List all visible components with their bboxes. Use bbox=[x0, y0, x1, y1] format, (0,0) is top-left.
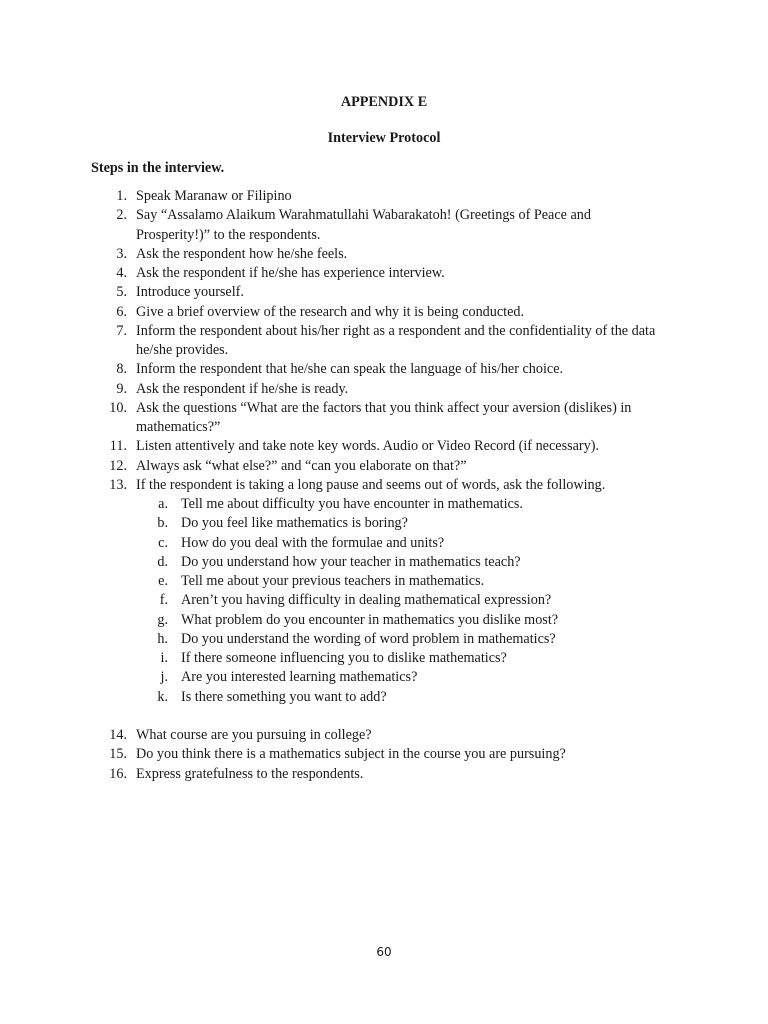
step-item bbox=[0, 726, 768, 745]
sub-question-letter: g. bbox=[157, 611, 168, 628]
sub-question-text: Do you understand how your teacher in mathematics teach? bbox=[181, 553, 521, 570]
step-item bbox=[0, 206, 768, 245]
sub-question-text: Tell me about difficulty you have encounter in mathematics. bbox=[181, 496, 523, 512]
sub-question-letter: j. bbox=[160, 669, 168, 686]
step-number: 9. bbox=[116, 380, 127, 397]
steps-heading: Steps in the interview. bbox=[91, 160, 225, 176]
step-number: 12. bbox=[109, 457, 127, 474]
sub-question-text: If there someone influencing you to dislike mathematics? bbox=[181, 650, 507, 666]
step-text: Ask the questions “What are the factors that you think affect your aversion (dislikes) in mathematics?” bbox=[136, 399, 632, 435]
sub-question-item bbox=[0, 630, 768, 649]
sub-question-item bbox=[0, 495, 768, 514]
sub-question-item bbox=[0, 572, 768, 591]
step-number: 11. bbox=[109, 438, 127, 455]
step-item bbox=[0, 283, 768, 302]
step-number: 5. bbox=[116, 284, 127, 301]
step-number: 1. bbox=[116, 188, 127, 204]
step-text: What course are you pursuing in college? bbox=[136, 727, 372, 743]
step-text: Ask the respondent if he/she has experience interview. bbox=[136, 265, 445, 281]
sub-question-item bbox=[0, 649, 768, 668]
sub-question-text: Tell me about your previous teachers in mathematics. bbox=[181, 573, 485, 589]
sub-question-letter: e. bbox=[158, 573, 168, 589]
step-text: Do you think there is a mathematics subject in the course you are pursuing? bbox=[136, 746, 566, 763]
step-number: 7. bbox=[116, 322, 127, 339]
step-number: 2. bbox=[116, 207, 127, 224]
sub-question-letter: d. bbox=[157, 553, 168, 570]
step-text: Express gratefulness to the respondents. bbox=[136, 765, 364, 782]
step-number: 13. bbox=[109, 476, 127, 493]
sub-question-text: Do you understand the wording of word problem in mathematics? bbox=[181, 630, 556, 647]
step-number: 15. bbox=[109, 746, 127, 763]
sub-question-text: Are you interested learning mathematics? bbox=[181, 669, 418, 686]
list-spacer bbox=[0, 707, 768, 726]
sub-question-letter: i. bbox=[160, 650, 168, 666]
step-item bbox=[0, 322, 768, 361]
sub-question-letter: c. bbox=[158, 534, 168, 551]
step-text: Inform the respondent that he/she can speak the language of his/her choice. bbox=[136, 361, 564, 378]
sub-question-letter: b. bbox=[157, 515, 168, 532]
step-number: 8. bbox=[116, 361, 127, 378]
sub-question-item bbox=[0, 688, 768, 707]
sub-question-text: What problem do you encounter in mathematics you dislike most? bbox=[181, 611, 559, 628]
step-item bbox=[0, 399, 768, 438]
step-text: Always ask “what else?” and “can you elaborate on that?” bbox=[136, 457, 467, 474]
step-text: Ask the respondent if he/she is ready. bbox=[136, 380, 349, 397]
sub-question-item bbox=[0, 534, 768, 553]
sub-question-letter: k. bbox=[157, 688, 168, 705]
step-text: Inform the respondent about his/her right as a respondent and the confidentiality of the data he/she provides. bbox=[136, 322, 656, 358]
sub-question-item bbox=[0, 514, 768, 533]
step-item bbox=[0, 245, 768, 264]
sub-question-item bbox=[0, 591, 768, 610]
step-number: 14. bbox=[109, 727, 127, 743]
sub-question-letter: a. bbox=[158, 496, 168, 512]
step-number: 6. bbox=[116, 303, 127, 320]
step-item bbox=[0, 745, 768, 764]
sub-question-item bbox=[0, 611, 768, 630]
appendix-title: APPENDIX E bbox=[340, 94, 428, 110]
step-item bbox=[0, 264, 768, 283]
sub-question-text: Do you feel like mathematics is boring? bbox=[181, 515, 408, 532]
page-number: 60 bbox=[376, 945, 392, 959]
step-text: If the respondent is taking a long pause and seems out of words, ask the following. bbox=[136, 476, 606, 493]
sub-question-item bbox=[0, 668, 768, 687]
step-item bbox=[0, 360, 768, 379]
step-item bbox=[0, 187, 768, 206]
step-number: 3. bbox=[116, 245, 127, 262]
sub-question-letter: f. bbox=[159, 592, 168, 609]
sub-question-letter: h. bbox=[157, 630, 168, 647]
step-item bbox=[0, 303, 768, 322]
step-number: 4. bbox=[116, 265, 127, 281]
step-text: Introduce yourself. bbox=[136, 284, 244, 301]
interview-steps-list bbox=[0, 187, 768, 784]
step-text: Speak Maranaw or Filipino bbox=[136, 188, 292, 204]
step-text: Listen attentively and take note key words. Audio or Video Record (if necessary). bbox=[136, 438, 599, 455]
step-item bbox=[0, 380, 768, 399]
step-number: 16. bbox=[109, 765, 127, 782]
sub-question-text: Is there something you want to add? bbox=[181, 688, 387, 705]
sub-question-text: Aren’t you having difficulty in dealing mathematical expression? bbox=[181, 592, 552, 609]
step-text: Give a brief overview of the research and why it is being conducted. bbox=[136, 303, 525, 320]
sub-question-item bbox=[0, 553, 768, 572]
step-item bbox=[0, 765, 768, 784]
step-item bbox=[0, 437, 768, 456]
step-number: 10. bbox=[109, 399, 127, 416]
sub-question-text: How do you deal with the formulae and units? bbox=[181, 534, 445, 551]
step-item bbox=[0, 476, 768, 495]
step-text: Say “Assalamo Alaikum Warahmatullahi Wabarakatoh! (Greetings of Peace and Prosperity!)” to the respondents. bbox=[136, 207, 591, 243]
protocol-title: Interview Protocol bbox=[327, 130, 441, 146]
step-text: Ask the respondent how he/she feels. bbox=[136, 245, 348, 262]
step-item bbox=[0, 457, 768, 476]
